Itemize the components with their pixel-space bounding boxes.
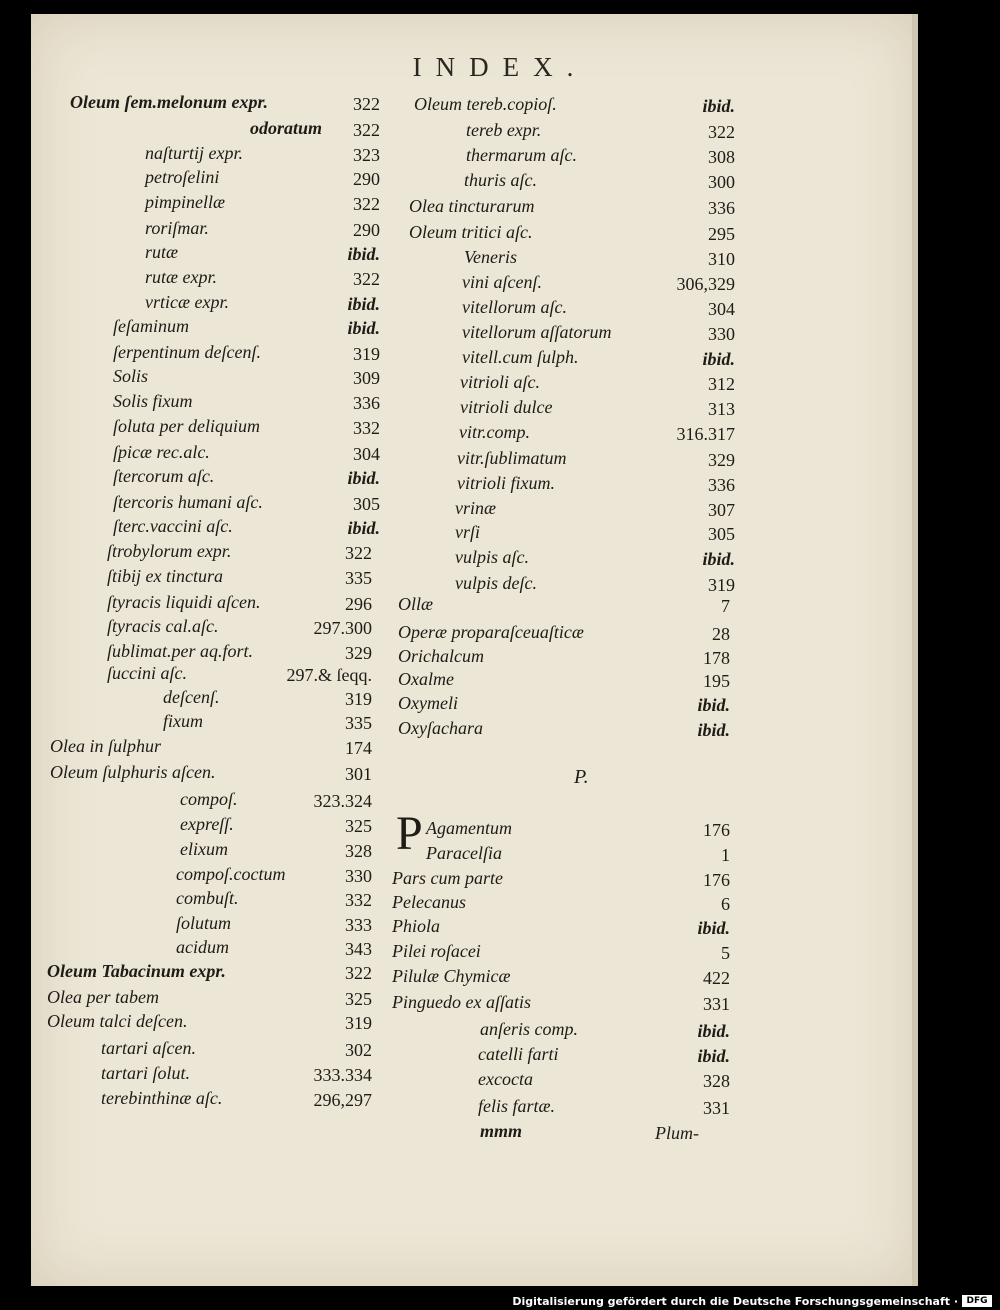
left-entry-page: 335 bbox=[345, 568, 372, 588]
p-entry-page: 1 bbox=[721, 845, 730, 865]
left-entry-text: Oleum ſem.melonum expr. bbox=[70, 92, 268, 112]
right-entry-text: vulpis deſc. bbox=[455, 573, 537, 593]
left-entry-text: rutæ bbox=[145, 242, 179, 262]
p-entry-page: 6 bbox=[721, 894, 730, 914]
right-entry-text: Oxalme bbox=[398, 669, 454, 689]
right-entry-page: 329 bbox=[708, 450, 735, 470]
p-entry-page: ibid. bbox=[697, 1021, 730, 1041]
right-entry-text: Olea tincturarum bbox=[409, 196, 535, 216]
left-entry-page: 322 bbox=[353, 194, 380, 214]
p-entry-text: Pars cum parte bbox=[392, 868, 503, 888]
left-entry-page: 330 bbox=[345, 866, 372, 886]
left-entry-page: 333 bbox=[345, 915, 372, 935]
left-entry-page: 323.324 bbox=[313, 791, 372, 811]
right-entry-text: thermarum aſc. bbox=[466, 145, 577, 165]
left-entry-page: ibid. bbox=[347, 294, 380, 314]
right-entry-text: Ollæ bbox=[398, 594, 434, 614]
right-entry-page: 304 bbox=[708, 299, 735, 319]
p-entry-page: ibid. bbox=[697, 1046, 730, 1066]
right-entry-text: Operæ proparaſceuaſticæ bbox=[398, 622, 584, 642]
right-entry-page: 313 bbox=[708, 399, 735, 419]
signature-mark: mmm bbox=[480, 1121, 523, 1141]
left-entry-page: 332 bbox=[353, 418, 380, 438]
left-entry-page: 322 bbox=[353, 269, 380, 289]
left-entry-page: 296,297 bbox=[313, 1090, 372, 1110]
left-entry-page: 328 bbox=[345, 841, 372, 861]
right-entry-page: ibid. bbox=[697, 720, 730, 740]
left-entry-text: roriſmar. bbox=[145, 218, 209, 238]
p-entry-page: 176 bbox=[703, 870, 730, 890]
left-entry-page: 336 bbox=[353, 393, 380, 413]
p-entry-text: Phiola bbox=[392, 916, 440, 936]
p-entry-text: anſeris comp. bbox=[480, 1019, 578, 1039]
right-entry-page: ibid. bbox=[702, 349, 735, 369]
left-entry-page: 302 bbox=[345, 1040, 372, 1060]
right-entry-page: 310 bbox=[708, 249, 735, 269]
left-entry-text: ſterc.vaccini aſc. bbox=[113, 516, 233, 536]
left-entry-text: rutæ expr. bbox=[145, 267, 217, 287]
right-entry-page: 300 bbox=[708, 172, 735, 192]
left-entry-page: 290 bbox=[353, 220, 380, 240]
left-entry-page: 305 bbox=[353, 494, 380, 514]
left-entry-page: 329 bbox=[345, 643, 372, 663]
right-entry-text: vitell.cum ſulph. bbox=[462, 347, 579, 367]
left-entry-text: ſtrobylorum expr. bbox=[107, 541, 232, 561]
right-entry-text: Orichalcum bbox=[398, 646, 484, 666]
right-entry-text: Oxyſachara bbox=[398, 718, 483, 738]
right-entry-page: 316.317 bbox=[676, 424, 735, 444]
p-entry-text: Pinguedo ex aſſatis bbox=[392, 992, 531, 1012]
left-entry-page: 325 bbox=[345, 816, 372, 836]
p-entry-text: excocta bbox=[478, 1069, 533, 1089]
left-entry-text: Oleum talci deſcen. bbox=[47, 1011, 188, 1031]
right-entry-text: tereb expr. bbox=[466, 120, 542, 140]
p-entry-text: Pilei roſacei bbox=[392, 941, 481, 961]
left-entry-text: ſoluta per deliquium bbox=[113, 416, 260, 436]
right-entry-page: 195 bbox=[703, 671, 730, 691]
right-entry-text: vitr.comp. bbox=[459, 422, 530, 442]
left-entry-text: Olea in ſulphur bbox=[50, 736, 161, 756]
left-entry-page: 325 bbox=[345, 989, 372, 1009]
left-entry-page: 301 bbox=[345, 764, 372, 784]
left-entry-text: ſerpentinum deſcenſ. bbox=[113, 342, 261, 362]
left-entry-page: 322 bbox=[345, 963, 372, 983]
right-entry-page: 330 bbox=[708, 324, 735, 344]
left-entry-text: ſeſaminum bbox=[113, 316, 189, 336]
right-entry-text: vrinæ bbox=[455, 498, 497, 518]
left-entry-text: ſtibij ex tinctura bbox=[107, 566, 223, 586]
left-entry-text: odoratum bbox=[250, 118, 323, 138]
right-entry-page: 28 bbox=[712, 624, 730, 644]
right-entry-text: vitrioli aſc. bbox=[460, 372, 540, 392]
left-entry-text: expreſſ. bbox=[180, 814, 234, 834]
section-letter: P. bbox=[574, 766, 589, 788]
p-entry-page: 176 bbox=[703, 820, 730, 840]
left-entry-text: compoſ.coctum bbox=[176, 864, 286, 884]
right-entry-page: 336 bbox=[708, 475, 735, 495]
left-entry-text: ſolutum bbox=[176, 913, 232, 933]
left-entry-page: ibid. bbox=[347, 318, 380, 338]
left-entry-page: 323 bbox=[353, 145, 380, 165]
right-entry-text: Oleum tereb.copioſ. bbox=[414, 94, 557, 114]
p-entry-page: 422 bbox=[703, 968, 730, 988]
left-entry-text: Olea per tabem bbox=[47, 987, 159, 1007]
right-entry-text: vrſi bbox=[455, 522, 480, 542]
left-entry-page: 322 bbox=[353, 94, 380, 114]
right-entry-page: 319 bbox=[708, 575, 735, 595]
right-entry-page: ibid. bbox=[702, 96, 735, 116]
left-entry-text: naſturtij expr. bbox=[145, 143, 243, 163]
right-entry-page: 312 bbox=[708, 374, 735, 394]
p-entry-text: Paracelſia bbox=[426, 843, 502, 863]
left-entry-text: Oleum Tabacinum expr. bbox=[47, 961, 226, 981]
left-entry-text: petroſelini bbox=[145, 167, 220, 187]
left-entry-text: compoſ. bbox=[180, 789, 238, 809]
left-entry-page: 174 bbox=[345, 738, 372, 758]
left-entry-page: 319 bbox=[345, 689, 372, 709]
p-entry-page: 331 bbox=[703, 1098, 730, 1118]
right-entry-text: vitr.ſublimatum bbox=[457, 448, 567, 468]
left-entry-text: pimpinellæ bbox=[145, 192, 225, 212]
left-entry-page: 335 bbox=[345, 713, 372, 733]
right-entry-page: 306,329 bbox=[676, 274, 735, 294]
left-entry-text: elixum bbox=[180, 839, 228, 859]
left-entry-text: ſublimat.per aq.fort. bbox=[107, 641, 254, 661]
right-entry-text: vulpis aſc. bbox=[455, 547, 529, 567]
right-entry-page: ibid. bbox=[697, 695, 730, 715]
right-entry-page: 178 bbox=[703, 648, 730, 668]
left-entry-page: 304 bbox=[353, 444, 380, 464]
catchword: Plum- bbox=[655, 1123, 699, 1143]
page-edge bbox=[912, 14, 918, 1286]
right-entry-page: 295 bbox=[708, 224, 735, 244]
left-entry-page: 343 bbox=[345, 939, 372, 959]
left-entry-text: ſpicæ rec.alc. bbox=[113, 442, 210, 462]
right-entry-page: 7 bbox=[721, 596, 730, 616]
left-entry-text: Solis bbox=[113, 366, 149, 386]
left-entry-text: ſtyracis cal.aſc. bbox=[107, 616, 219, 636]
left-entry-text: tartari aſcen. bbox=[101, 1038, 196, 1058]
drop-capital: P bbox=[396, 807, 423, 860]
left-entry-text: ſtyracis liquidi aſcen. bbox=[107, 592, 261, 612]
left-entry-page: 333.334 bbox=[313, 1065, 372, 1085]
left-entry-page: 296 bbox=[345, 594, 372, 614]
left-entry-text: Solis fixum bbox=[113, 391, 193, 411]
page-header: INDEX. bbox=[412, 52, 588, 82]
right-entry-page: 308 bbox=[708, 147, 735, 167]
left-entry-text: vrticæ expr. bbox=[145, 292, 229, 312]
left-entry-text: tartari ſolut. bbox=[101, 1063, 191, 1083]
footer-credit: Digitalisierung gefördert durch die Deutsche Forschungsgemeinschaft · bbox=[512, 1295, 958, 1308]
right-entry-text: vitellorum aſſatorum bbox=[462, 322, 612, 342]
left-entry-text: combuſt. bbox=[176, 888, 239, 908]
left-entry-page: 297.& ſeqq. bbox=[286, 665, 372, 685]
left-entry-text: deſcenſ. bbox=[163, 687, 220, 707]
left-entry-text: ſtercoris humani aſc. bbox=[113, 492, 263, 512]
left-entry-text: fixum bbox=[163, 711, 203, 731]
right-entry-text: Oleum tritici aſc. bbox=[409, 222, 533, 242]
left-entry-page: 332 bbox=[345, 890, 372, 910]
left-entry-text: terebinthinæ aſc. bbox=[101, 1088, 223, 1108]
right-entry-text: vini aſcenſ. bbox=[462, 272, 542, 292]
left-entry-text: ſtercorum aſc. bbox=[113, 466, 215, 486]
p-entry-text: felis fartæ. bbox=[478, 1096, 556, 1116]
p-entry-page: 328 bbox=[703, 1071, 730, 1091]
p-entry-page: 331 bbox=[703, 994, 730, 1014]
p-entry-text: Pelecanus bbox=[392, 892, 466, 912]
right-entry-text: Veneris bbox=[464, 247, 517, 267]
p-entry-text: catelli farti bbox=[478, 1044, 559, 1064]
left-entry-page: 297.300 bbox=[313, 618, 372, 638]
right-entry-page: 305 bbox=[708, 524, 735, 544]
left-entry-text: Oleum ſulphuris aſcen. bbox=[50, 762, 216, 782]
left-entry-page: 309 bbox=[353, 368, 380, 388]
p-entry-page: ibid. bbox=[697, 918, 730, 938]
dfg-logo: DFG bbox=[962, 1295, 992, 1307]
left-entry-page: 319 bbox=[345, 1013, 372, 1033]
left-entry-page: 319 bbox=[353, 344, 380, 364]
left-entry-page: 322 bbox=[345, 543, 372, 563]
right-entry-page: 336 bbox=[708, 198, 735, 218]
left-entry-page: ibid. bbox=[347, 518, 380, 538]
p-entry-page: 5 bbox=[721, 943, 730, 963]
left-entry-text: ſuccini aſc. bbox=[107, 663, 187, 683]
p-entry-text: Agamentum bbox=[426, 818, 512, 838]
right-entry-text: vitrioli fixum. bbox=[457, 473, 555, 493]
left-entry-page: ibid. bbox=[347, 244, 380, 264]
right-entry-page: ibid. bbox=[702, 549, 735, 569]
right-entry-text: vitellorum aſc. bbox=[462, 297, 567, 317]
right-entry-page: 307 bbox=[708, 500, 735, 520]
left-entry-page: 290 bbox=[353, 169, 380, 189]
right-entry-text: Oxymeli bbox=[398, 693, 458, 713]
right-entry-text: thuris aſc. bbox=[464, 170, 538, 190]
left-entry-page: ibid. bbox=[347, 468, 380, 488]
left-entry-text: acidum bbox=[176, 937, 229, 957]
left-entry-page: 322 bbox=[353, 120, 380, 140]
p-entry-text: Pilulæ Chymicæ bbox=[392, 966, 511, 986]
right-entry-text: vitrioli dulce bbox=[460, 397, 553, 417]
right-entry-page: 322 bbox=[708, 122, 735, 142]
